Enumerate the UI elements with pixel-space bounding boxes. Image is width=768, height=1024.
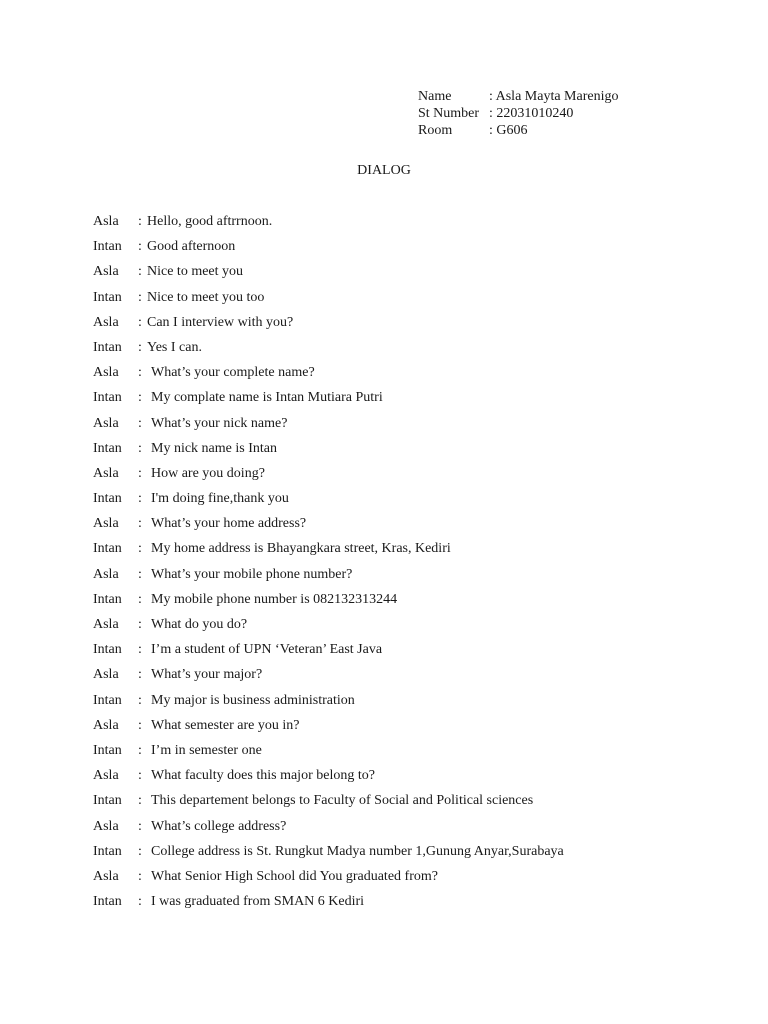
dialog-speaker: Asla: [93, 566, 119, 582]
dialog-line: [93, 640, 564, 665]
dialog-separator: :: [138, 717, 142, 733]
dialog-separator: :: [138, 617, 142, 632]
student-number-value: : 22031010240: [489, 106, 574, 121]
dialog-separator: :: [138, 314, 142, 330]
room-value: : G606: [489, 123, 528, 138]
dialog-list: [93, 212, 564, 917]
dialog-speaker: Intan: [93, 541, 122, 557]
dialog-text: What do you do?: [151, 617, 248, 632]
dialog-speaker: Asla: [93, 717, 119, 733]
dialog-line: [93, 414, 564, 439]
dialog-speaker: Intan: [93, 894, 122, 910]
room-label: Room: [418, 123, 453, 138]
dialog-line: [93, 741, 564, 766]
dialog-text: Can I interview with you?: [147, 314, 294, 330]
dialog-separator: :: [138, 768, 142, 784]
dialog-line: [93, 288, 564, 313]
dialog-separator: :: [138, 868, 142, 884]
dialog-separator: :: [138, 591, 142, 607]
dialog-text: My home address is Bhayangkara street, Kras, Kediri: [151, 541, 451, 557]
dialog-speaker: Asla: [93, 667, 119, 683]
dialog-text: What faculty does this major belong to?: [151, 768, 375, 784]
dialog-speaker: Intan: [93, 692, 122, 708]
dialog-separator: :: [138, 214, 142, 229]
dialog-speaker: Intan: [93, 390, 122, 406]
dialog-line: [93, 237, 564, 262]
dialog-separator: :: [138, 289, 142, 305]
dialog-line: [93, 590, 564, 615]
student-number-row: [418, 105, 618, 122]
dialog-line: [93, 615, 564, 640]
name-row: [418, 88, 618, 105]
dialog-separator: :: [138, 818, 142, 834]
dialog-speaker: Intan: [93, 742, 122, 758]
dialog-speaker: Asla: [93, 214, 119, 229]
dialog-text: I'm doing fine,thank you: [151, 491, 289, 507]
dialog-text: How are you doing?: [151, 465, 265, 481]
dialog-separator: :: [138, 440, 142, 456]
student-number-label: St Number: [418, 106, 480, 121]
dialog-speaker: Asla: [93, 617, 119, 632]
dialog-separator: :: [138, 415, 142, 431]
dialog-speaker: Intan: [93, 239, 122, 255]
dialog-speaker: Intan: [93, 642, 122, 658]
dialog-separator: :: [138, 239, 142, 255]
dialog-line: [93, 363, 564, 388]
dialog-text: College address is St. Rungkut Madya number 1,Gunung Anyar,Surabaya: [151, 843, 564, 859]
dialog-speaker: Intan: [93, 491, 122, 507]
dialog-separator: :: [138, 894, 142, 910]
dialog-line: [93, 867, 564, 892]
room-row: [418, 122, 618, 139]
dialog-line: [93, 212, 564, 237]
dialog-speaker: Asla: [93, 818, 119, 834]
dialog-text: Nice to meet you too: [147, 289, 265, 305]
dialog-text: What’s your nick name?: [151, 415, 288, 431]
dialog-text: What’s your major?: [151, 667, 263, 683]
dialog-separator: :: [138, 390, 142, 406]
dialog-text: Good afternoon: [147, 239, 236, 255]
dialog-speaker: Asla: [93, 465, 119, 481]
dialog-separator: :: [138, 339, 142, 355]
document-title-container: [0, 163, 768, 179]
dialog-speaker: Asla: [93, 314, 119, 330]
dialog-line: [93, 842, 564, 867]
dialog-speaker: Asla: [93, 415, 119, 431]
dialog-speaker: Intan: [93, 843, 122, 859]
dialog-text: What’s your mobile phone number?: [151, 566, 353, 582]
dialog-line: [93, 262, 564, 287]
dialog-text: I’m a student of UPN ‘Veteran’ East Java: [151, 642, 383, 658]
dialog-speaker: Asla: [93, 365, 119, 381]
dialog-line: [93, 565, 564, 590]
dialog-separator: :: [138, 541, 142, 557]
dialog-text: My major is business administration: [151, 692, 355, 708]
dialog-text: What’s college address?: [151, 818, 287, 834]
dialog-text: I’m in semester one: [151, 742, 262, 758]
dialog-text: Yes I can.: [147, 339, 202, 355]
dialog-line: [93, 665, 564, 690]
dialog-separator: :: [138, 742, 142, 758]
student-info-block: [418, 88, 618, 139]
dialog-separator: :: [138, 516, 142, 532]
name-value: : Asla Mayta Marenigo: [489, 89, 619, 104]
dialog-separator: :: [138, 793, 142, 809]
dialog-line: [93, 338, 564, 363]
dialog-line: [93, 817, 564, 842]
document-title: DIALOG: [357, 163, 411, 178]
dialog-separator: :: [138, 843, 142, 859]
dialog-speaker: Asla: [93, 768, 119, 784]
dialog-text: My nick name is Intan: [151, 440, 277, 456]
dialog-separator: :: [138, 491, 142, 507]
dialog-separator: :: [138, 667, 142, 683]
dialog-separator: :: [138, 692, 142, 708]
dialog-line: [93, 313, 564, 338]
dialog-line: [93, 766, 564, 791]
dialog-text: What’s your home address?: [151, 516, 307, 532]
dialog-line: [93, 439, 564, 464]
dialog-line: [93, 791, 564, 816]
dialog-line: [93, 539, 564, 564]
dialog-line: [93, 514, 564, 539]
dialog-separator: :: [138, 465, 142, 481]
dialog-speaker: Intan: [93, 289, 122, 305]
dialog-speaker: Asla: [93, 264, 119, 280]
dialog-speaker: Intan: [93, 339, 122, 355]
dialog-speaker: Intan: [93, 793, 122, 809]
dialog-separator: :: [138, 264, 142, 280]
dialog-text: Hello, good aftrrnoon.: [147, 214, 273, 229]
dialog-speaker: Intan: [93, 440, 122, 456]
dialog-text: What’s your complete name?: [151, 365, 315, 381]
dialog-text: Nice to meet you: [147, 264, 244, 280]
dialog-line: [93, 388, 564, 413]
dialog-text: What Senior High School did You graduated from?: [151, 868, 438, 884]
name-label: Name: [418, 89, 452, 104]
dialog-speaker: Asla: [93, 868, 119, 884]
dialog-speaker: Intan: [93, 591, 122, 607]
dialog-line: [93, 716, 564, 741]
dialog-text: What semester are you in?: [151, 717, 300, 733]
dialog-speaker: Asla: [93, 516, 119, 532]
dialog-separator: :: [138, 566, 142, 582]
dialog-text: I was graduated from SMAN 6 Kediri: [151, 894, 365, 910]
dialog-line: [93, 489, 564, 514]
dialog-line: [93, 892, 564, 917]
dialog-separator: :: [138, 642, 142, 658]
dialog-separator: :: [138, 365, 142, 381]
dialog-text: My mobile phone number is 082132313244: [151, 591, 398, 607]
dialog-line: [93, 464, 564, 489]
dialog-text: My complate name is Intan Mutiara Putri: [151, 390, 383, 406]
dialog-line: [93, 691, 564, 716]
dialog-text: This departement belongs to Faculty of Social and Political sciences: [151, 793, 534, 809]
